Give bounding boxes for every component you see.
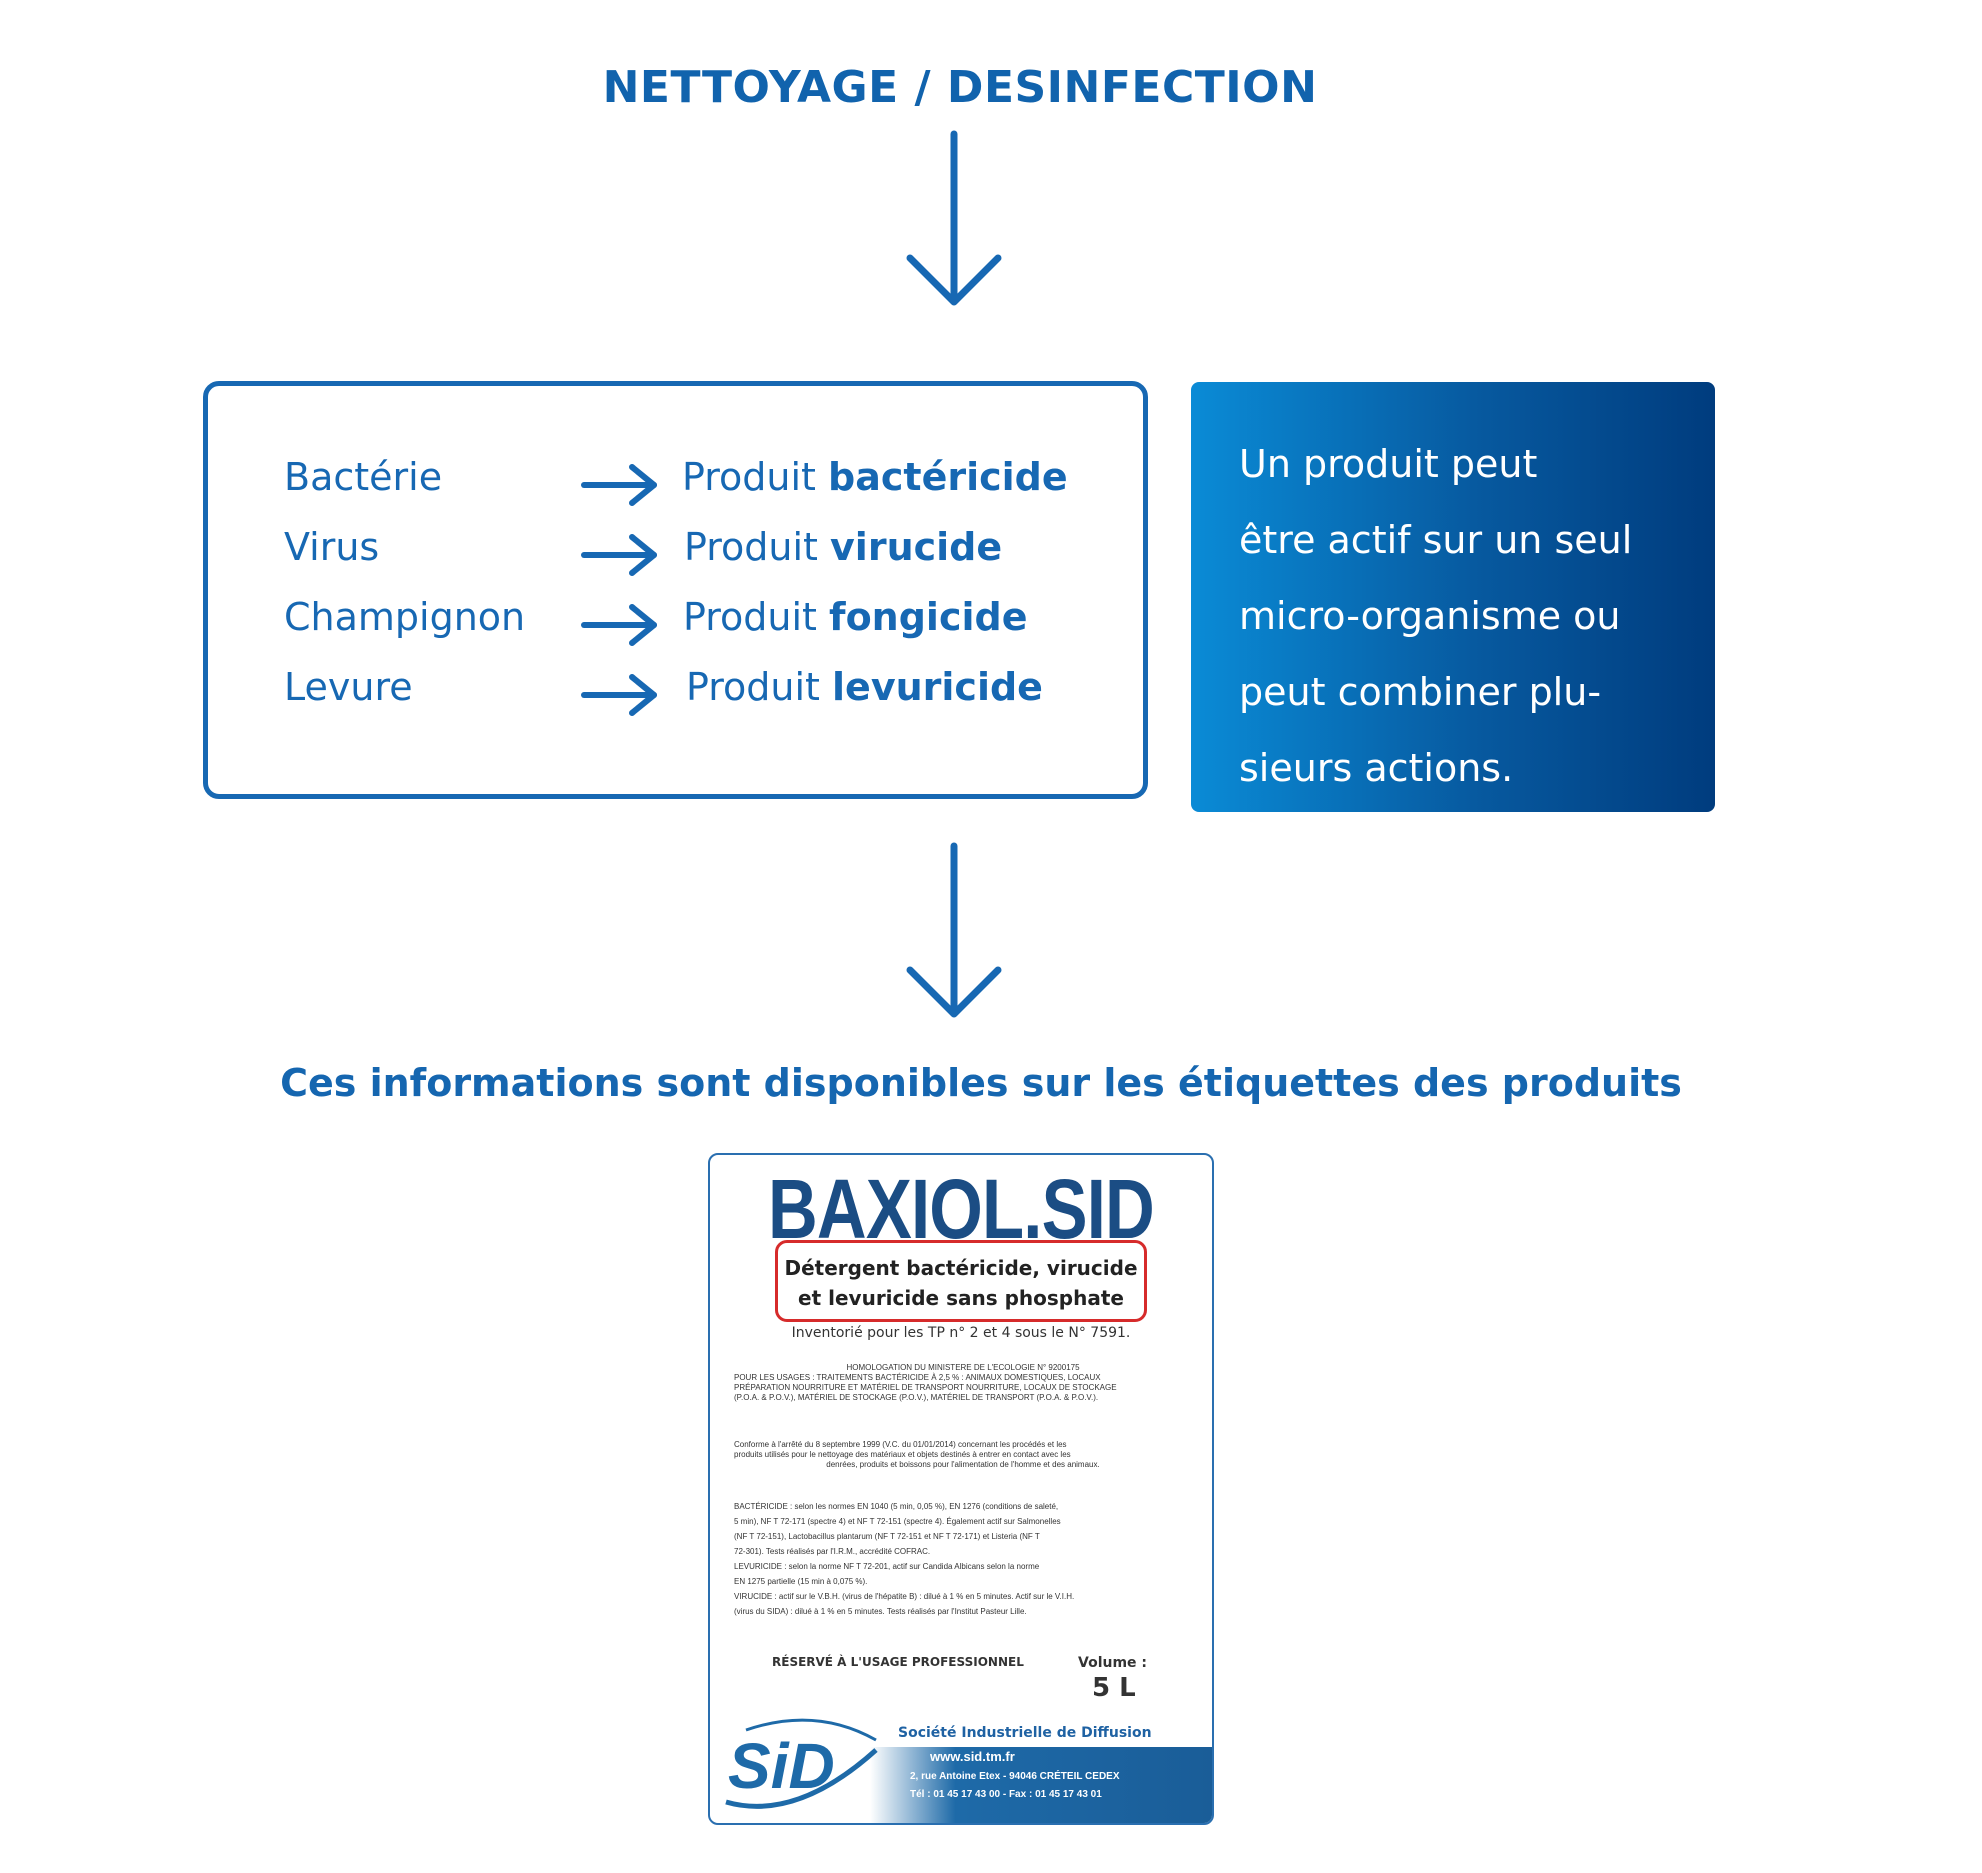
product-label <box>686 665 1043 709</box>
mapping-row <box>208 595 1153 655</box>
product-label <box>682 455 1068 499</box>
volume-label: Volume : <box>1078 1655 1148 1671</box>
volume-value: 5 L <box>1092 1673 1136 1703</box>
homologation-text <box>734 1363 1192 1403</box>
fine-line: 5 min), NF T 72-171 (spectre 4) et NF T 72-151 (spectre 4). Également actif sur Salmonelles <box>734 1517 1061 1526</box>
fine-line: denrées, produits et boissons pour l'alimentation de l'homme et des animaux. <box>826 1460 1100 1469</box>
info-note <box>1191 382 1715 812</box>
footer-band <box>870 1747 1212 1823</box>
arrow-right-icon <box>580 603 660 647</box>
tests-text <box>734 1499 1192 1619</box>
inventory-text: Inventorié pour les TP n° 2 et 4 sous le N° 7591. <box>791 1325 1131 1341</box>
fine-line: 72-301). Tests réalisés par l'I.R.M., accrédité COFRAC. <box>734 1547 931 1556</box>
fine-line: (NF T 72-151), Lactobacillus plantarum (NF T 72-151 et NF T 72-171) et Listeria (NF T <box>734 1532 1040 1541</box>
claim-line: Détergent bactéricide, virucide <box>784 1256 1138 1280</box>
organism-label: Levure <box>284 665 413 709</box>
mapping-row <box>208 665 1153 725</box>
claim-line: et levuricide sans phosphate <box>798 1286 1124 1310</box>
fine-line: (virus du SIDA) : dilué à 1 % en 5 minutes. Tests réalisés par l'Institut Pasteur Lille. <box>734 1607 1027 1616</box>
fine-line: PRÉPARATION NOURRITURE ET MATÉRIEL DE TRANSPORT NOURRITURE, LOCAUX DE STOCKAGE <box>734 1383 1117 1392</box>
sid-logo <box>716 1710 886 1820</box>
mapping-row <box>208 455 1153 515</box>
brand-name: BAXIOL.SID <box>768 1162 1154 1256</box>
organism-product-box <box>203 381 1148 799</box>
arrow-right-icon <box>580 463 660 507</box>
fine-line: produits utilisés pour le nettoyage des matériaux et objets destinés à entrer en contact avec les <box>734 1450 1071 1459</box>
fine-line: LEVURICIDE : selon la norme NF T 72-201, actif sur Candida Albicans selon la norme <box>734 1562 1040 1571</box>
note-line: Un produit peut <box>1239 442 1538 486</box>
fine-line: BACTÉRICIDE : selon les normes EN 1040 (5 min, 0,05 %), EN 1276 (conditions de saleté, <box>734 1502 1059 1511</box>
address: 2, rue Antoine Etex - 94046 CRÉTEIL CEDEX <box>910 1771 1120 1782</box>
subtitle: Ces informations sont disponibles sur les étiquettes des produits <box>280 1061 1682 1105</box>
product-label <box>684 525 1002 569</box>
logo-text: SiD <box>728 1730 835 1802</box>
fine-line: Conforme à l'arrêté du 8 septembre 1999 (V.C. du 01/01/2014) concernant les procédés et les <box>734 1440 1067 1449</box>
mapping-row <box>208 525 1153 585</box>
fine-line: POUR LES USAGES : TRAITEMENTS BACTÉRICIDE À 2,5 % : ANIMAUX DOMESTIQUES, LOCAUX <box>734 1373 1101 1382</box>
organism-label: Bactérie <box>284 455 443 499</box>
fine-line: EN 1275 partielle (15 min à 0,075 %). <box>734 1577 868 1586</box>
fine-line: (P.O.A. & P.O.V.), MATÉRIEL DE STOCKAGE (P.O.V.), MATÉRIEL DE TRANSPORT (P.O.A. & P.O.V.). <box>734 1393 1099 1402</box>
arrow-right-icon <box>580 533 660 577</box>
product-type: bactéricide <box>828 455 1068 499</box>
website: www.sid.tm.fr <box>930 1749 1015 1764</box>
product-prefix: Produit <box>686 665 833 709</box>
note-line: peut combiner plu- <box>1239 670 1602 714</box>
professional-use-notice: RÉSERVÉ À L'USAGE PROFESSIONNEL <box>772 1655 1024 1669</box>
arrow-down-icon <box>904 842 1004 1022</box>
fine-line: VIRUCIDE : actif sur le V.B.H. (virus de l'hépatite B) : dilué à 1 % en 5 minutes. Actif sur le V.I.H. <box>734 1592 1075 1601</box>
product-type: levuricide <box>832 665 1043 709</box>
highlighted-claim <box>775 1240 1147 1322</box>
note-line: être actif sur un seul <box>1239 518 1633 562</box>
arrow-right-icon <box>580 673 660 717</box>
product-label-image <box>708 1153 1214 1825</box>
company-name: Société Industrielle de Diffusion <box>898 1725 1152 1741</box>
product-type: fongicide <box>829 595 1028 639</box>
note-line: micro-organisme ou <box>1239 594 1621 638</box>
product-prefix: Produit <box>684 525 831 569</box>
conformity-text <box>734 1440 1192 1470</box>
organism-label: Champignon <box>284 595 526 639</box>
organism-label: Virus <box>284 525 380 569</box>
product-label <box>683 595 1027 639</box>
diagram-title: NETTOYAGE / DESINFECTION <box>602 62 1318 113</box>
product-prefix: Produit <box>682 455 829 499</box>
phone-fax: Tél : 01 45 17 43 00 - Fax : 01 45 17 43 01 <box>910 1789 1102 1800</box>
fine-line: HOMOLOGATION DU MINISTERE DE L'ECOLOGIE N° 9200175 <box>846 1363 1080 1372</box>
arrow-down-icon <box>904 130 1004 310</box>
note-line: sieurs actions. <box>1239 746 1514 790</box>
product-prefix: Produit <box>683 595 830 639</box>
product-type: virucide <box>830 525 1003 569</box>
